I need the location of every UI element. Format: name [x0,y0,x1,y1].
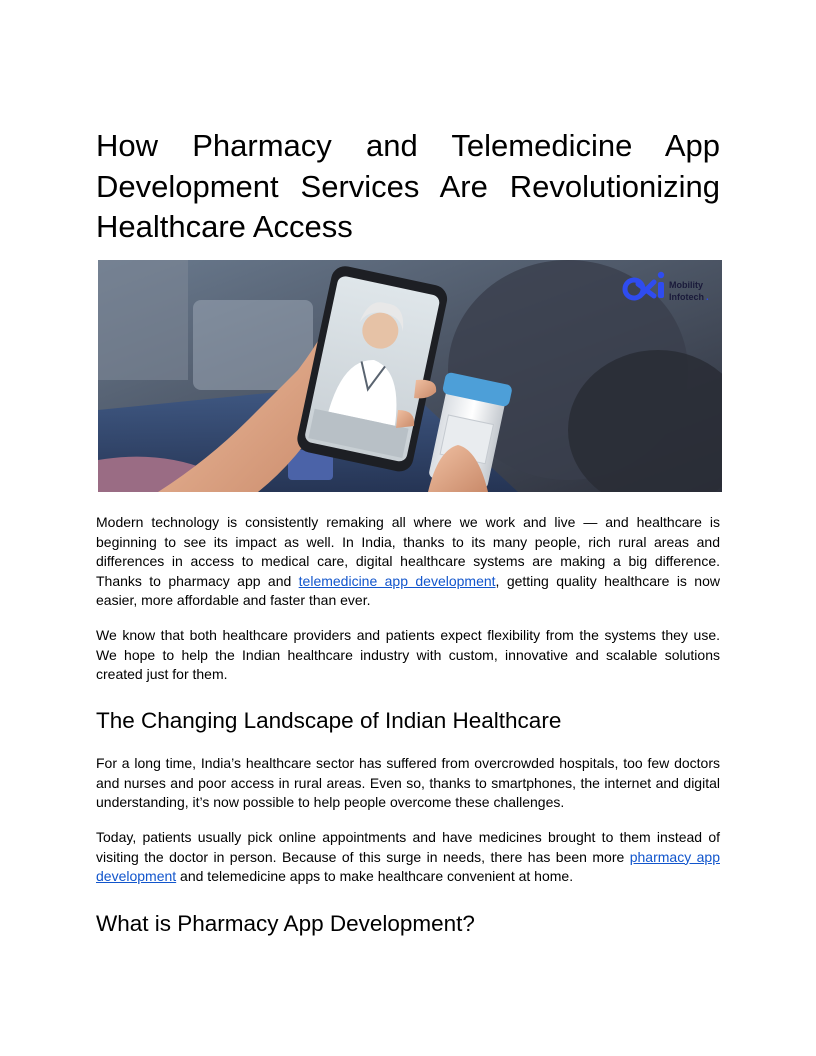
heading-pharmacy-app: What is Pharmacy App Development? [96,911,475,936]
hero-image [98,260,722,492]
article-title: How Pharmacy and Telemedicine App Development Services Are Revolutionizing Healthcare Access [96,128,720,244]
logo-text-line1: Mobility [669,280,703,290]
paragraph-today [96,828,720,887]
paragraph-today-text-b: and telemedicine apps to make healthcare convenient at home. [176,868,574,884]
paragraph-intro-text-a: Modern technology is consistently remaking all where we work and live — and healthcare is beginning to see its impact as well. In India, thanks to its many people, rich rural areas and differences in access to medical care, digital healthcare systems are making a big difference. Thanks to pharmacy app and [96,514,720,589]
paragraph-intro [96,513,720,611]
logo-text-line2: Infotech [669,292,704,302]
pharmacy-app-link[interactable]: pharmacy app development [96,848,720,884]
paragraph-today-text-a: Today, patients usually pick online appointments and have medicines brought to them instead of visiting the doctor in person. Because of this surge in needs, there has been more [96,829,720,865]
paragraph-landscape: For a long time, India’s healthcare sector has suffered from overcrowded hospitals, too few doctors and nurses and poor access in rural areas. Even so, thanks to smartphones, the internet and digital understanding, it’s now possible to help people overcome these challenges. [96,755,720,810]
paragraph-intro-text-b: , getting quality healthcare is now easier, more affordable and faster than ever. [96,572,720,608]
logo-dot: . [706,292,709,303]
paragraph-flexibility: We know that both healthcare providers and patients expect flexibility from the systems they use. We hope to help the Indian healthcare industry with custom, innovative and scalable solutions created just for them. [96,627,720,682]
heading-landscape: The Changing Landscape of Indian Healthcare [96,708,562,733]
telemedicine-link[interactable]: telemedicine app development [298,572,496,589]
company-logo [618,268,716,308]
